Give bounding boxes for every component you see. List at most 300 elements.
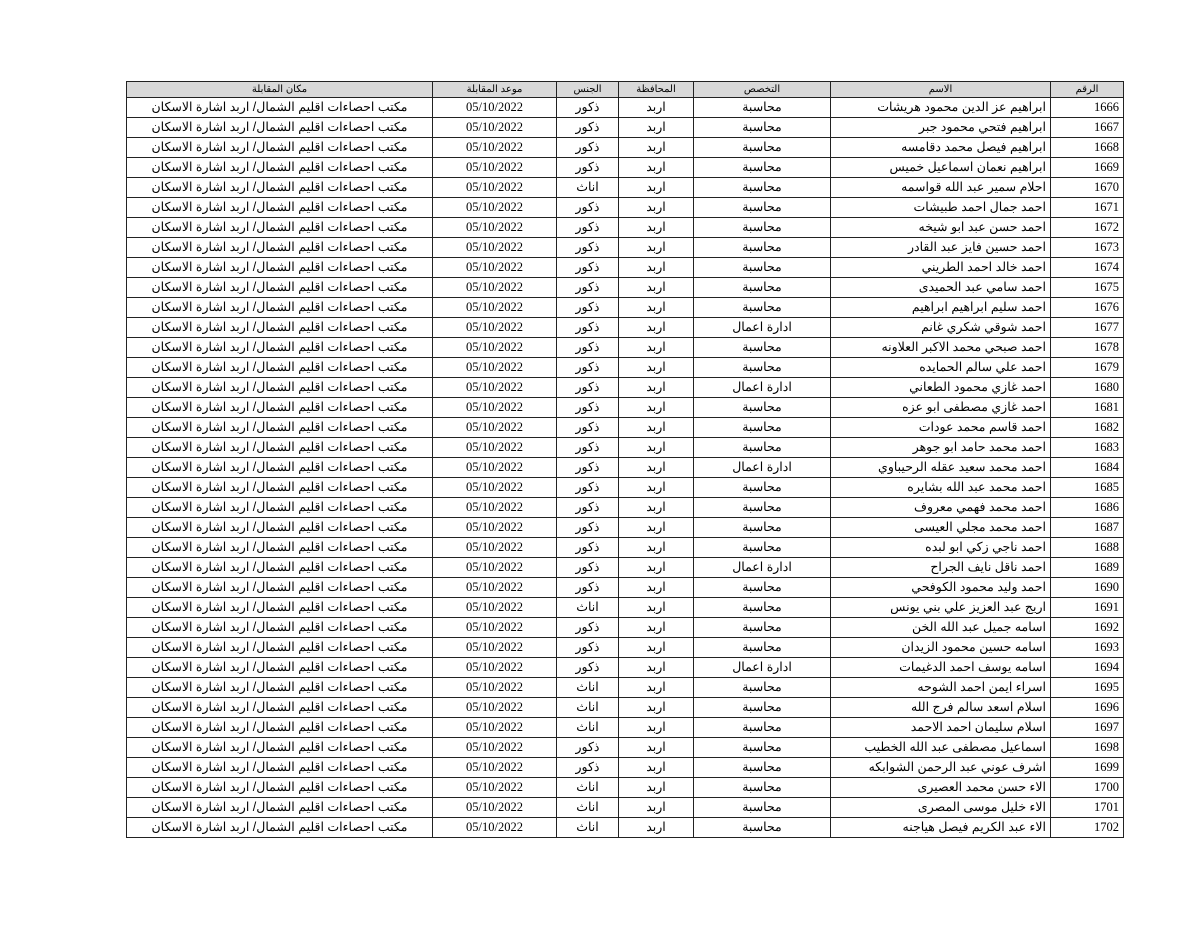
row-number: 1698 <box>1051 738 1124 758</box>
row-number: 1680 <box>1051 378 1124 398</box>
row-interview-date: 05/10/2022 <box>433 278 557 298</box>
row-number: 1695 <box>1051 678 1124 698</box>
row-name: ابراهيم فتحي محمود جبر <box>831 118 1051 138</box>
table-row <box>127 278 1124 298</box>
row-name: احمد محمد حامد ابو جوهر <box>831 438 1051 458</box>
row-name: احمد سامي عبد الحميدى <box>831 278 1051 298</box>
row-interview-location: مكتب احصاءات اقليم الشمال/ اربد اشارة الاسكان <box>127 538 433 558</box>
row-interview-date: 05/10/2022 <box>433 378 557 398</box>
row-governorate: اربد <box>619 198 694 218</box>
row-gender: ذكور <box>557 738 619 758</box>
row-gender: اناث <box>557 818 619 838</box>
row-governorate: اربد <box>619 778 694 798</box>
row-interview-location: مكتب احصاءات اقليم الشمال/ اربد اشارة الاسكان <box>127 438 433 458</box>
row-interview-date: 05/10/2022 <box>433 558 557 578</box>
row-interview-date: 05/10/2022 <box>433 178 557 198</box>
row-gender: اناث <box>557 678 619 698</box>
row-number: 1671 <box>1051 198 1124 218</box>
table-row <box>127 138 1124 158</box>
row-gender: ذكور <box>557 318 619 338</box>
row-interview-location: مكتب احصاءات اقليم الشمال/ اربد اشارة الاسكان <box>127 678 433 698</box>
row-interview-location: مكتب احصاءات اقليم الشمال/ اربد اشارة الاسكان <box>127 318 433 338</box>
row-name: احلام سمير عبد الله قواسمه <box>831 178 1051 198</box>
table-row <box>127 558 1124 578</box>
row-governorate: اربد <box>619 718 694 738</box>
row-interview-location: مكتب احصاءات اقليم الشمال/ اربد اشارة الاسكان <box>127 98 433 118</box>
row-governorate: اربد <box>619 478 694 498</box>
row-gender: ذكور <box>557 218 619 238</box>
row-interview-date: 05/10/2022 <box>433 498 557 518</box>
row-interview-date: 05/10/2022 <box>433 778 557 798</box>
row-interview-location: مكتب احصاءات اقليم الشمال/ اربد اشارة الاسكان <box>127 418 433 438</box>
row-specialty: محاسبة <box>694 758 831 778</box>
table-row <box>127 358 1124 378</box>
row-specialty: محاسبة <box>694 198 831 218</box>
row-number: 1667 <box>1051 118 1124 138</box>
row-number: 1697 <box>1051 718 1124 738</box>
row-name: احمد خالد احمد الطريني <box>831 258 1051 278</box>
row-interview-location: مكتب احصاءات اقليم الشمال/ اربد اشارة الاسكان <box>127 658 433 678</box>
row-gender: ذكور <box>557 558 619 578</box>
table-row <box>127 178 1124 198</box>
row-governorate: اربد <box>619 238 694 258</box>
row-interview-date: 05/10/2022 <box>433 358 557 378</box>
row-name: اسامه جميل عبد الله الخن <box>831 618 1051 638</box>
row-name: احمد ناجي زكي ابو لبده <box>831 538 1051 558</box>
row-governorate: اربد <box>619 658 694 678</box>
row-number: 1700 <box>1051 778 1124 798</box>
row-interview-location: مكتب احصاءات اقليم الشمال/ اربد اشارة الاسكان <box>127 178 433 198</box>
row-governorate: اربد <box>619 818 694 838</box>
table-row <box>127 818 1124 838</box>
row-interview-date: 05/10/2022 <box>433 138 557 158</box>
row-number: 1676 <box>1051 298 1124 318</box>
row-gender: اناث <box>557 178 619 198</box>
row-interview-location: مكتب احصاءات اقليم الشمال/ اربد اشارة الاسكان <box>127 238 433 258</box>
row-governorate: اربد <box>619 298 694 318</box>
row-governorate: اربد <box>619 618 694 638</box>
row-interview-location: مكتب احصاءات اقليم الشمال/ اربد اشارة الاسكان <box>127 578 433 598</box>
row-specialty: محاسبة <box>694 218 831 238</box>
row-specialty: ادارة اعمال <box>694 318 831 338</box>
row-governorate: اربد <box>619 698 694 718</box>
row-interview-date: 05/10/2022 <box>433 598 557 618</box>
row-name: اشرف عوني عبد الرحمن الشوابكه <box>831 758 1051 778</box>
row-governorate: اربد <box>619 98 694 118</box>
row-specialty: محاسبة <box>694 418 831 438</box>
row-gender: ذكور <box>557 618 619 638</box>
row-specialty: محاسبة <box>694 298 831 318</box>
table-row <box>127 398 1124 418</box>
row-interview-location: مكتب احصاءات اقليم الشمال/ اربد اشارة الاسكان <box>127 138 433 158</box>
row-interview-date: 05/10/2022 <box>433 418 557 438</box>
row-interview-date: 05/10/2022 <box>433 458 557 478</box>
row-gender: ذكور <box>557 118 619 138</box>
header-row <box>127 82 1124 98</box>
row-number: 1690 <box>1051 578 1124 598</box>
row-interview-location: مكتب احصاءات اقليم الشمال/ اربد اشارة الاسكان <box>127 298 433 318</box>
row-governorate: اربد <box>619 138 694 158</box>
row-specialty: محاسبة <box>694 398 831 418</box>
row-gender: ذكور <box>557 758 619 778</box>
row-specialty: محاسبة <box>694 98 831 118</box>
row-number: 1674 <box>1051 258 1124 278</box>
row-specialty: محاسبة <box>694 278 831 298</box>
row-interview-date: 05/10/2022 <box>433 238 557 258</box>
row-specialty: محاسبة <box>694 258 831 278</box>
row-interview-date: 05/10/2022 <box>433 258 557 278</box>
row-name: احمد صبحي محمد الاكبر العلاونه <box>831 338 1051 358</box>
row-specialty: ادارة اعمال <box>694 558 831 578</box>
row-specialty: محاسبة <box>694 238 831 258</box>
row-interview-location: مكتب احصاءات اقليم الشمال/ اربد اشارة الاسكان <box>127 378 433 398</box>
row-governorate: اربد <box>619 318 694 338</box>
row-number: 1686 <box>1051 498 1124 518</box>
row-gender: ذكور <box>557 338 619 358</box>
table-row <box>127 578 1124 598</box>
row-interview-location: مكتب احصاءات اقليم الشمال/ اربد اشارة الاسكان <box>127 758 433 778</box>
row-interview-date: 05/10/2022 <box>433 438 557 458</box>
row-name: ابراهيم عز الدين محمود هريشات <box>831 98 1051 118</box>
header-specialty: التخصص <box>694 82 831 98</box>
row-interview-location: مكتب احصاءات اقليم الشمال/ اربد اشارة الاسكان <box>127 738 433 758</box>
table-row <box>127 238 1124 258</box>
row-specialty: محاسبة <box>694 518 831 538</box>
row-name: احمد شوقي شكري غانم <box>831 318 1051 338</box>
row-number: 1675 <box>1051 278 1124 298</box>
row-interview-date: 05/10/2022 <box>433 218 557 238</box>
row-number: 1683 <box>1051 438 1124 458</box>
table-row <box>127 478 1124 498</box>
row-interview-location: مكتب احصاءات اقليم الشمال/ اربد اشارة الاسكان <box>127 258 433 278</box>
row-name: احمد وليد محمود الكوفحي <box>831 578 1051 598</box>
row-governorate: اربد <box>619 798 694 818</box>
table-row <box>127 458 1124 478</box>
row-interview-date: 05/10/2022 <box>433 198 557 218</box>
row-governorate: اربد <box>619 638 694 658</box>
row-specialty: محاسبة <box>694 478 831 498</box>
row-specialty: محاسبة <box>694 818 831 838</box>
row-gender: اناث <box>557 718 619 738</box>
row-name: احمد جمال احمد طبيشات <box>831 198 1051 218</box>
row-number: 1670 <box>1051 178 1124 198</box>
row-interview-date: 05/10/2022 <box>433 738 557 758</box>
row-name: الاء خليل موسى المصرى <box>831 798 1051 818</box>
table-row <box>127 438 1124 458</box>
row-specialty: محاسبة <box>694 778 831 798</box>
row-name: احمد محمد سعيد عقله الرحيباوي <box>831 458 1051 478</box>
row-interview-date: 05/10/2022 <box>433 698 557 718</box>
row-name: احمد محمد مجلي العيسى <box>831 518 1051 538</box>
row-interview-location: مكتب احصاءات اقليم الشمال/ اربد اشارة الاسكان <box>127 638 433 658</box>
row-specialty: محاسبة <box>694 678 831 698</box>
row-number: 1687 <box>1051 518 1124 538</box>
table-row <box>127 538 1124 558</box>
row-gender: ذكور <box>557 498 619 518</box>
row-gender: ذكور <box>557 398 619 418</box>
row-specialty: محاسبة <box>694 338 831 358</box>
row-number: 1678 <box>1051 338 1124 358</box>
row-interview-location: مكتب احصاءات اقليم الشمال/ اربد اشارة الاسكان <box>127 558 433 578</box>
header-number: الرقم <box>1051 82 1124 98</box>
row-name: اسلام اسعد سالم فرج الله <box>831 698 1051 718</box>
row-specialty: محاسبة <box>694 738 831 758</box>
table-row <box>127 638 1124 658</box>
row-number: 1689 <box>1051 558 1124 578</box>
row-gender: ذكور <box>557 358 619 378</box>
row-gender: ذكور <box>557 378 619 398</box>
row-interview-date: 05/10/2022 <box>433 638 557 658</box>
row-interview-location: مكتب احصاءات اقليم الشمال/ اربد اشارة الاسكان <box>127 358 433 378</box>
row-specialty: محاسبة <box>694 438 831 458</box>
table-row <box>127 158 1124 178</box>
row-interview-location: مكتب احصاءات اقليم الشمال/ اربد اشارة الاسكان <box>127 698 433 718</box>
table-row <box>127 738 1124 758</box>
row-specialty: محاسبة <box>694 798 831 818</box>
row-name: احمد حسين فايز عبد القادر <box>831 238 1051 258</box>
row-interview-date: 05/10/2022 <box>433 478 557 498</box>
row-interview-date: 05/10/2022 <box>433 618 557 638</box>
row-interview-date: 05/10/2022 <box>433 98 557 118</box>
row-specialty: محاسبة <box>694 358 831 378</box>
row-gender: ذكور <box>557 258 619 278</box>
row-governorate: اربد <box>619 118 694 138</box>
table-row <box>127 378 1124 398</box>
row-interview-location: مكتب احصاءات اقليم الشمال/ اربد اشارة الاسكان <box>127 218 433 238</box>
row-number: 1692 <box>1051 618 1124 638</box>
row-interview-location: مكتب احصاءات اقليم الشمال/ اربد اشارة الاسكان <box>127 818 433 838</box>
row-name: اريج عبد العزيز علي بني يونس <box>831 598 1051 618</box>
row-number: 1702 <box>1051 818 1124 838</box>
row-governorate: اربد <box>619 538 694 558</box>
row-specialty: محاسبة <box>694 178 831 198</box>
table-row <box>127 778 1124 798</box>
row-governorate: اربد <box>619 358 694 378</box>
row-governorate: اربد <box>619 418 694 438</box>
row-interview-location: مكتب احصاءات اقليم الشمال/ اربد اشارة الاسكان <box>127 278 433 298</box>
row-gender: ذكور <box>557 278 619 298</box>
table-row <box>127 598 1124 618</box>
row-gender: اناث <box>557 798 619 818</box>
row-governorate: اربد <box>619 178 694 198</box>
row-interview-location: مكتب احصاءات اقليم الشمال/ اربد اشارة الاسكان <box>127 458 433 478</box>
row-governorate: اربد <box>619 458 694 478</box>
table-row <box>127 258 1124 278</box>
row-name: احمد علي سالم الحمايده <box>831 358 1051 378</box>
row-name: احمد حسن عبد ابو شيخه <box>831 218 1051 238</box>
header-location: مكان المقابلة <box>127 82 433 98</box>
row-interview-date: 05/10/2022 <box>433 118 557 138</box>
row-interview-location: مكتب احصاءات اقليم الشمال/ اربد اشارة الاسكان <box>127 618 433 638</box>
row-interview-location: مكتب احصاءات اقليم الشمال/ اربد اشارة الاسكان <box>127 478 433 498</box>
row-interview-location: مكتب احصاءات اقليم الشمال/ اربد اشارة الاسكان <box>127 718 433 738</box>
row-interview-date: 05/10/2022 <box>433 298 557 318</box>
row-number: 1666 <box>1051 98 1124 118</box>
table-row <box>127 698 1124 718</box>
header-date: موعد المقابلة <box>433 82 557 98</box>
row-interview-date: 05/10/2022 <box>433 338 557 358</box>
row-name: اسراء ايمن احمد الشوحه <box>831 678 1051 698</box>
table-row <box>127 298 1124 318</box>
row-governorate: اربد <box>619 598 694 618</box>
row-specialty: ادارة اعمال <box>694 658 831 678</box>
row-specialty: محاسبة <box>694 718 831 738</box>
row-name: احمد سليم ابراهيم ابراهيم <box>831 298 1051 318</box>
row-number: 1681 <box>1051 398 1124 418</box>
table-row <box>127 98 1124 118</box>
row-gender: ذكور <box>557 98 619 118</box>
row-gender: ذكور <box>557 438 619 458</box>
row-specialty: محاسبة <box>694 118 831 138</box>
row-number: 1701 <box>1051 798 1124 818</box>
row-interview-location: مكتب احصاءات اقليم الشمال/ اربد اشارة الاسكان <box>127 778 433 798</box>
row-governorate: اربد <box>619 518 694 538</box>
row-interview-date: 05/10/2022 <box>433 398 557 418</box>
row-name: احمد غازي محمود الطعاني <box>831 378 1051 398</box>
row-interview-date: 05/10/2022 <box>433 758 557 778</box>
row-gender: ذكور <box>557 298 619 318</box>
row-governorate: اربد <box>619 278 694 298</box>
header-governorate: المحافظة <box>619 82 694 98</box>
row-number: 1699 <box>1051 758 1124 778</box>
table-row <box>127 798 1124 818</box>
table-row <box>127 678 1124 698</box>
table-row <box>127 338 1124 358</box>
header-name: الاسم <box>831 82 1051 98</box>
row-interview-date: 05/10/2022 <box>433 518 557 538</box>
row-gender: ذكور <box>557 638 619 658</box>
row-number: 1684 <box>1051 458 1124 478</box>
row-governorate: اربد <box>619 378 694 398</box>
row-interview-date: 05/10/2022 <box>433 718 557 738</box>
table-row <box>127 218 1124 238</box>
row-gender: ذكور <box>557 458 619 478</box>
row-gender: ذكور <box>557 578 619 598</box>
row-number: 1669 <box>1051 158 1124 178</box>
table-row <box>127 498 1124 518</box>
row-interview-location: مكتب احصاءات اقليم الشمال/ اربد اشارة الاسكان <box>127 598 433 618</box>
row-interview-date: 05/10/2022 <box>433 578 557 598</box>
row-specialty: محاسبة <box>694 498 831 518</box>
row-interview-date: 05/10/2022 <box>433 318 557 338</box>
row-name: احمد محمد فهمي معروف <box>831 498 1051 518</box>
row-governorate: اربد <box>619 338 694 358</box>
row-governorate: اربد <box>619 678 694 698</box>
row-gender: اناث <box>557 598 619 618</box>
row-interview-location: مكتب احصاءات اقليم الشمال/ اربد اشارة الاسكان <box>127 118 433 138</box>
row-name: احمد محمد عبد الله بشايره <box>831 478 1051 498</box>
row-governorate: اربد <box>619 558 694 578</box>
row-name: احمد قاسم محمد عودات <box>831 418 1051 438</box>
row-number: 1679 <box>1051 358 1124 378</box>
row-governorate: اربد <box>619 158 694 178</box>
row-governorate: اربد <box>619 578 694 598</box>
row-governorate: اربد <box>619 398 694 418</box>
row-gender: ذكور <box>557 238 619 258</box>
row-gender: اناث <box>557 698 619 718</box>
row-interview-location: مكتب احصاءات اقليم الشمال/ اربد اشارة الاسكان <box>127 518 433 538</box>
row-gender: ذكور <box>557 138 619 158</box>
row-interview-location: مكتب احصاءات اقليم الشمال/ اربد اشارة الاسكان <box>127 398 433 418</box>
row-governorate: اربد <box>619 738 694 758</box>
row-interview-location: مكتب احصاءات اقليم الشمال/ اربد اشارة الاسكان <box>127 798 433 818</box>
row-gender: ذكور <box>557 658 619 678</box>
row-gender: ذكور <box>557 518 619 538</box>
row-number: 1696 <box>1051 698 1124 718</box>
row-specialty: محاسبة <box>694 158 831 178</box>
row-number: 1668 <box>1051 138 1124 158</box>
row-specialty: ادارة اعمال <box>694 458 831 478</box>
row-interview-location: مكتب احصاءات اقليم الشمال/ اربد اشارة الاسكان <box>127 198 433 218</box>
table-row <box>127 618 1124 638</box>
table-row <box>127 198 1124 218</box>
row-name: اسامه حسين محمود الزيدان <box>831 638 1051 658</box>
row-specialty: محاسبة <box>694 598 831 618</box>
row-interview-location: مكتب احصاءات اقليم الشمال/ اربد اشارة الاسكان <box>127 338 433 358</box>
row-name: اسماعيل مصطفى عبد الله الخطيب <box>831 738 1051 758</box>
row-interview-location: مكتب احصاءات اقليم الشمال/ اربد اشارة الاسكان <box>127 158 433 178</box>
row-interview-date: 05/10/2022 <box>433 798 557 818</box>
row-number: 1693 <box>1051 638 1124 658</box>
row-governorate: اربد <box>619 758 694 778</box>
row-governorate: اربد <box>619 498 694 518</box>
row-specialty: ادارة اعمال <box>694 378 831 398</box>
row-name: ابراهيم فيصل محمد دقامسه <box>831 138 1051 158</box>
row-interview-date: 05/10/2022 <box>433 658 557 678</box>
row-number: 1677 <box>1051 318 1124 338</box>
table-row <box>127 118 1124 138</box>
table-row <box>127 758 1124 778</box>
row-name: الاء حسن محمد العصيرى <box>831 778 1051 798</box>
row-interview-date: 05/10/2022 <box>433 158 557 178</box>
row-specialty: محاسبة <box>694 578 831 598</box>
row-name: احمد ناقل نايف الجراح <box>831 558 1051 578</box>
interview-schedule-table <box>126 81 1124 838</box>
row-number: 1682 <box>1051 418 1124 438</box>
row-governorate: اربد <box>619 438 694 458</box>
row-specialty: محاسبة <box>694 638 831 658</box>
row-name: احمد غازي مصطفى ابو عزه <box>831 398 1051 418</box>
row-gender: ذكور <box>557 198 619 218</box>
row-name: اسامه يوسف احمد الدغيمات <box>831 658 1051 678</box>
row-name: الاء عبد الكريم فيصل هياجنه <box>831 818 1051 838</box>
row-governorate: اربد <box>619 258 694 278</box>
row-number: 1688 <box>1051 538 1124 558</box>
row-gender: ذكور <box>557 538 619 558</box>
row-interview-location: مكتب احصاءات اقليم الشمال/ اربد اشارة الاسكان <box>127 498 433 518</box>
row-name: اسلام سليمان احمد الاحمد <box>831 718 1051 738</box>
row-gender: ذكور <box>557 478 619 498</box>
row-number: 1672 <box>1051 218 1124 238</box>
row-number: 1691 <box>1051 598 1124 618</box>
row-number: 1694 <box>1051 658 1124 678</box>
row-name: ابراهيم نعمان اسماعيل خميس <box>831 158 1051 178</box>
table-body <box>127 98 1124 838</box>
row-specialty: محاسبة <box>694 538 831 558</box>
row-governorate: اربد <box>619 218 694 238</box>
table-row <box>127 418 1124 438</box>
row-specialty: محاسبة <box>694 698 831 718</box>
row-specialty: محاسبة <box>694 618 831 638</box>
row-specialty: محاسبة <box>694 138 831 158</box>
row-interview-date: 05/10/2022 <box>433 678 557 698</box>
row-interview-date: 05/10/2022 <box>433 538 557 558</box>
row-interview-date: 05/10/2022 <box>433 818 557 838</box>
header-gender: الجنس <box>557 82 619 98</box>
table-row <box>127 718 1124 738</box>
row-gender: اناث <box>557 778 619 798</box>
table-row <box>127 318 1124 338</box>
